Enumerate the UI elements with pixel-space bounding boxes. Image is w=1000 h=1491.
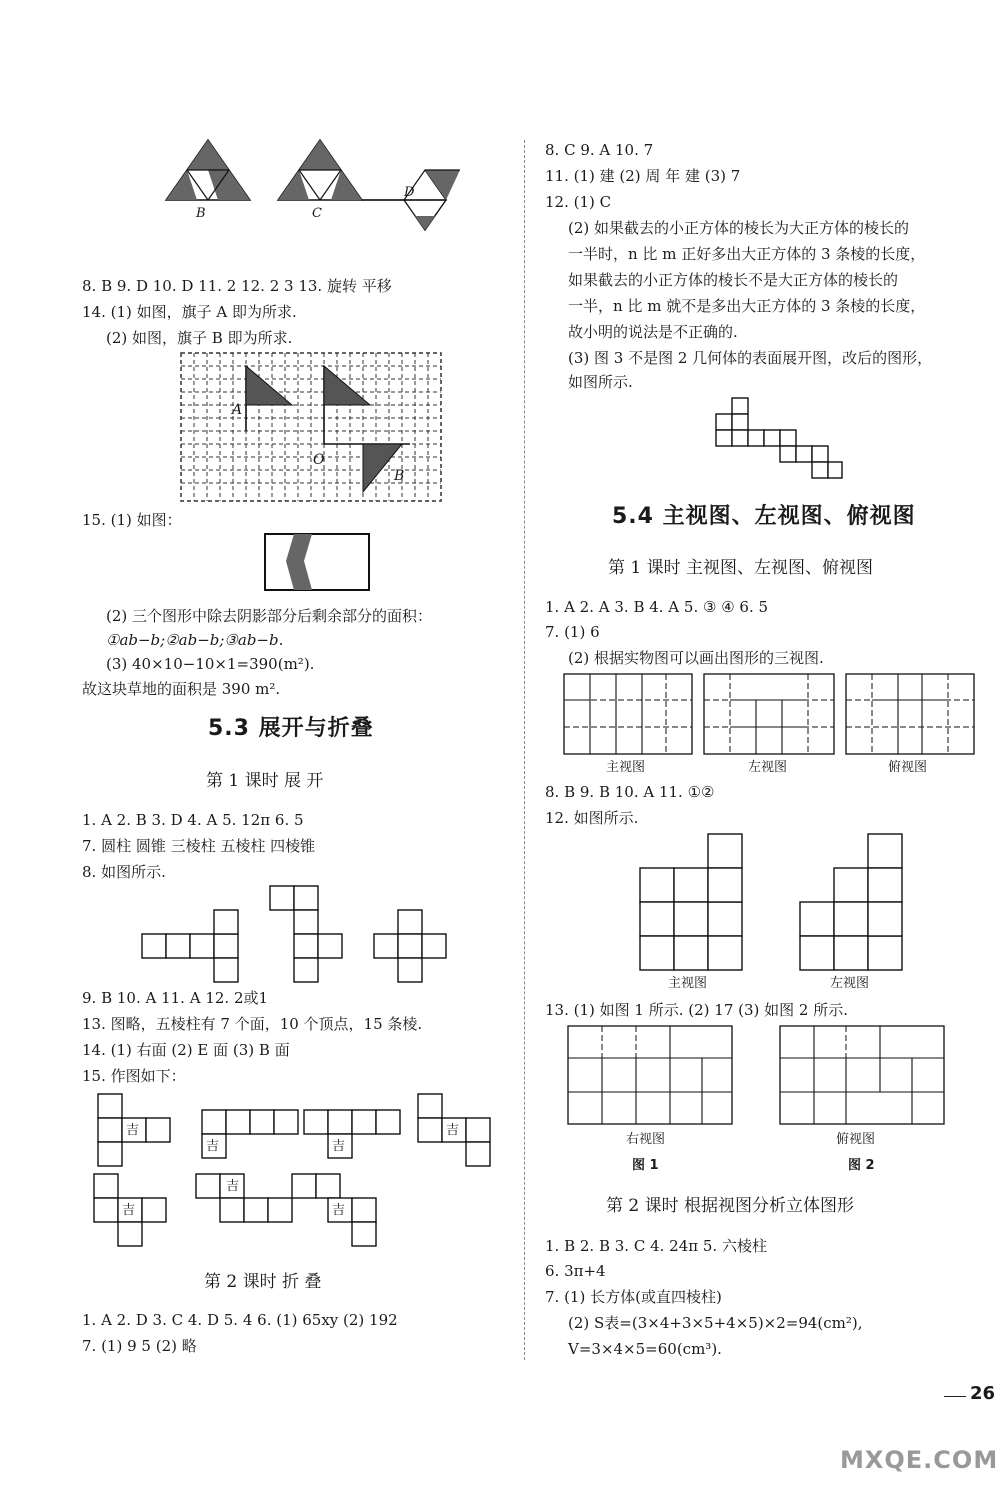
view-caption-top-1: 俯视图	[888, 760, 928, 775]
ji-label-1: 吉	[126, 1123, 140, 1138]
r-answers-8-10: 8. C 9. A 10. 7	[545, 141, 654, 159]
shaded-rectangle-figure	[264, 533, 370, 591]
grid-label-a: A	[232, 402, 243, 418]
lesson1-answer-15: 15. 作图如下：	[82, 1067, 186, 1085]
q15-part3: (3) 40×10−10×1=390(m²).	[106, 655, 315, 673]
fig-1-caption: 图 1	[632, 1158, 659, 1173]
r-answer-12-2d: 一半，n 比 m 就不是多出大正方体的 3 条棱的长度，	[568, 297, 926, 315]
r-l2-answers-1-5: 1. B 2. B 3. C 4. 24π 5. 六棱柱	[545, 1237, 767, 1255]
fig-2-caption: 图 2	[848, 1158, 875, 1173]
answer-line-8-13: 8. B 9. D 10. D 11. 2 12. 2 3 13. 旋转 平移	[82, 277, 392, 295]
q14-part1: 14. (1) 如图，旗子 A 即为所求.	[82, 303, 297, 321]
ji-label-5: 吉	[122, 1203, 136, 1218]
lesson1-answers-9-12: 9. B 10. A 11. A 12. 2或1	[82, 989, 269, 1007]
ji-label-7: 吉	[332, 1203, 346, 1218]
lesson-2-title-left: 第 2 课时 折 叠	[204, 1272, 322, 1292]
lesson1-answer-7: 7. 圆柱 圆锥 三棱柱 五棱柱 四棱锥	[82, 837, 316, 855]
q15-part1: 15. (1) 如图：	[82, 511, 182, 529]
r-l1-answer-7-1: 7. (1) 6	[545, 623, 600, 641]
lesson-2-title-right: 第 2 课时 根据视图分析立体图形	[606, 1196, 855, 1216]
view-caption-right-3: 右视图	[626, 1132, 666, 1147]
lesson1-answers-1-6: 1. A 2. B 3. D 4. A 5. 12π 6. 5	[82, 811, 304, 829]
r-l1-answers-8-11: 8. B 9. B 10. A 11. ①②	[545, 783, 715, 801]
r-l2-answer-7-3: V=3×4×5=60(cm³).	[568, 1340, 722, 1358]
lesson2-answers-1-6: 1. A 2. D 3. C 4. D 5. 4 6. (1) 65xy (2) 192	[82, 1311, 398, 1329]
page-number: 26	[970, 1383, 996, 1404]
section-5-3-title: 5.3 展开与折叠	[208, 716, 374, 741]
r-answer-12-2e: 故小明的说法是不正确的.	[568, 323, 738, 341]
r-l1-answer-7-2: (2) 根据实物图可以画出图形的三视图.	[568, 649, 824, 667]
ji-cube-nets-figure	[92, 1092, 492, 1252]
ji-label-3: 吉	[332, 1139, 346, 1154]
three-views-figure	[562, 672, 976, 758]
r-answer-11: 11. (1) 建 (2) 周 年 建 (3) 7	[545, 167, 741, 185]
r-answer-12-3b: 如图所示.	[568, 373, 633, 391]
stair-net-figure	[714, 396, 844, 482]
r-l1-answer-12: 12. 如图所示.	[545, 809, 639, 827]
grid-label-o: O	[313, 452, 325, 468]
q15-part2-areas: ①ab−b;②ab−b;③ab−b.	[106, 631, 284, 649]
r-answer-12-2a: (2) 如果截去的小正方体的棱长为大正方体的棱长的	[568, 219, 910, 237]
lesson1-answer-13: 13. 图略，五棱柱有 7 个面，10 个顶点，15 条棱.	[82, 1015, 423, 1033]
lesson-1-title-right: 第 1 课时 主视图、左视图、俯视图	[608, 558, 874, 578]
q14-part2: (2) 如图，旗子 B 即为所求.	[106, 329, 293, 347]
grid-label-b: B	[394, 468, 405, 484]
section-5-4-title: 5.4 主视图、左视图、俯视图	[612, 504, 916, 529]
watermark: MXQE.COM	[840, 1446, 999, 1474]
r-answer-12-1: 12. (1) C	[545, 193, 612, 211]
r-l2-answer-6: 6. 3π+4	[545, 1262, 606, 1280]
block-views-figure	[638, 832, 908, 974]
lesson1-answer-8: 8. 如图所示.	[82, 863, 166, 881]
view-caption-main-2: 主视图	[668, 976, 708, 991]
q15-part2: (2) 三个图形中除去阴影部分后剩余部分的面积：	[106, 607, 433, 625]
ji-label-2: 吉	[206, 1139, 220, 1154]
r-l2-answer-7-1: 7. (1) 长方体(或直四棱柱)	[545, 1288, 722, 1306]
fig-label-c: C	[312, 206, 322, 221]
column-divider	[524, 140, 525, 1360]
page-number-dash	[944, 1396, 966, 1397]
view-caption-top-3: 俯视图	[836, 1132, 876, 1147]
lesson2-answer-7: 7. (1) 9 5 (2) 略	[82, 1337, 197, 1355]
q13-views-figure	[566, 1024, 946, 1128]
view-caption-left-1: 左视图	[748, 760, 788, 775]
lesson-1-title-left: 第 1 课时 展 开	[206, 771, 324, 791]
lesson1-answer-14: 14. (1) 右面 (2) E 面 (3) B 面	[82, 1041, 290, 1059]
fig-label-b: B	[196, 206, 206, 221]
ji-label-6: 吉	[226, 1179, 240, 1194]
cube-nets-figure	[140, 884, 470, 986]
r-l2-answer-7-2: (2) S表=(3×4+3×5+4×5)×2=94(cm²),	[568, 1314, 863, 1332]
view-caption-main-1: 主视图	[606, 760, 646, 775]
q15-part3-conclusion: 故这块草地的面积是 390 m².	[82, 680, 281, 698]
r-answer-12-3a: (3) 图 3 不是图 2 几何体的表面展开图，改后的图形，	[568, 349, 933, 367]
r-answer-12-2c: 如果截去的小正方体的棱长不是大正方体的棱长的	[568, 271, 899, 289]
fig-label-d: D	[404, 185, 415, 200]
r-answer-12-2b: 一半时，n 比 m 正好多出大正方体的 3 条棱的长度，	[568, 245, 926, 263]
ji-label-4: 吉	[446, 1123, 460, 1138]
r-l1-answers-1-6: 1. A 2. A 3. B 4. A 5. ③ ④ 6. 5	[545, 598, 769, 616]
r-l1-answer-13: 13. (1) 如图 1 所示. (2) 17 (3) 如图 2 所示.	[545, 1001, 848, 1019]
view-caption-left-2: 左视图	[830, 976, 870, 991]
